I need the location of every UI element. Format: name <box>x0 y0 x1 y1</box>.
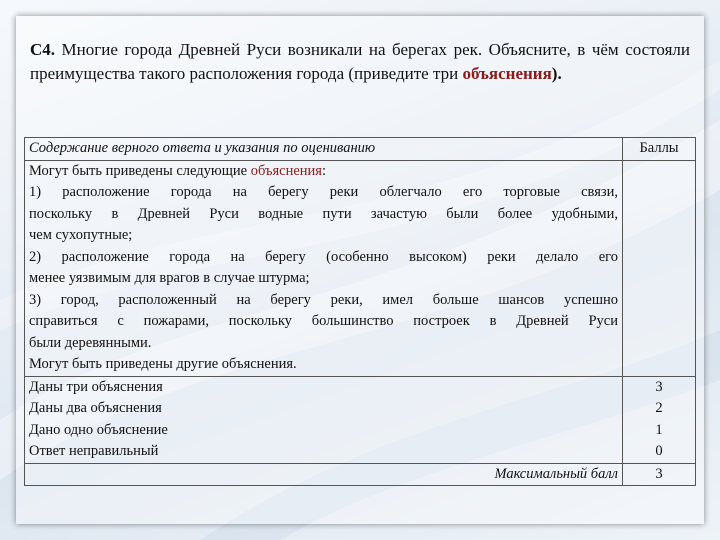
point-3-line-3: были деревянными. <box>29 334 152 351</box>
slide-panel <box>16 16 704 524</box>
criteria-labels <box>25 376 623 463</box>
intro-line: Могут быть приведены следующие объяснения: <box>29 162 327 179</box>
answer-points-empty <box>623 160 696 376</box>
point-1-line-2: поскольку в Древней Руси водные пути зачастую были более удобными, <box>29 205 618 222</box>
criterion-points: 1 <box>655 421 663 438</box>
point-1-line-1: 1) расположение города на берегу реки облегчало его торговые связи, <box>29 184 618 200</box>
max-score-value: 3 <box>623 463 696 486</box>
criteria-points <box>623 376 696 463</box>
question-highlight: объяснения <box>462 64 552 83</box>
criterion-label: Даны три объяснения <box>29 378 163 395</box>
point-2-line-1: 2) расположение города на берегу (особенно высоком) реки делало его <box>29 248 618 265</box>
answer-content <box>25 160 623 376</box>
criterion-points: 2 <box>655 400 663 416</box>
question-body-start: Многие города Древней Руси возникали на берегах рек. Объясните, в чём состояли преимущества такого расположения города (приведите три <box>30 40 690 83</box>
question-label: С4. <box>30 40 56 59</box>
criterion-label: Дано одно объяснение <box>29 421 168 438</box>
criteria-row <box>25 376 696 463</box>
question-body-end: ). <box>551 64 562 83</box>
header-points: Баллы <box>623 138 696 161</box>
criterion-points: 3 <box>655 378 663 395</box>
point-3-line-1: 3) город, расположенный на берегу реки, имел больше шансов успешно <box>29 291 618 308</box>
header-content: Содержание верного ответа и указания по оцениванию <box>25 138 623 161</box>
grading-table <box>24 137 696 486</box>
point-1-line-3: чем сухопутные; <box>29 227 133 243</box>
criterion-points: 0 <box>655 443 663 459</box>
answer-content-row <box>25 160 696 376</box>
max-score-row <box>25 463 696 486</box>
table-header-row <box>25 138 696 161</box>
intro-highlight: объяснения <box>250 162 322 179</box>
point-2-line-2: менее уязвимым для врагов в случае штурма; <box>29 270 310 286</box>
question-text <box>30 38 690 86</box>
criterion-label: Ответ неправильный <box>29 443 159 459</box>
other-explanations: Могут быть приведены другие объяснения. <box>29 356 297 372</box>
max-score-label: Максимальный балл <box>25 463 623 486</box>
criterion-label: Даны два объяснения <box>29 400 162 416</box>
point-3-line-2: справиться с пожарами, поскольку большинство построек в Древней Руси <box>29 313 618 329</box>
